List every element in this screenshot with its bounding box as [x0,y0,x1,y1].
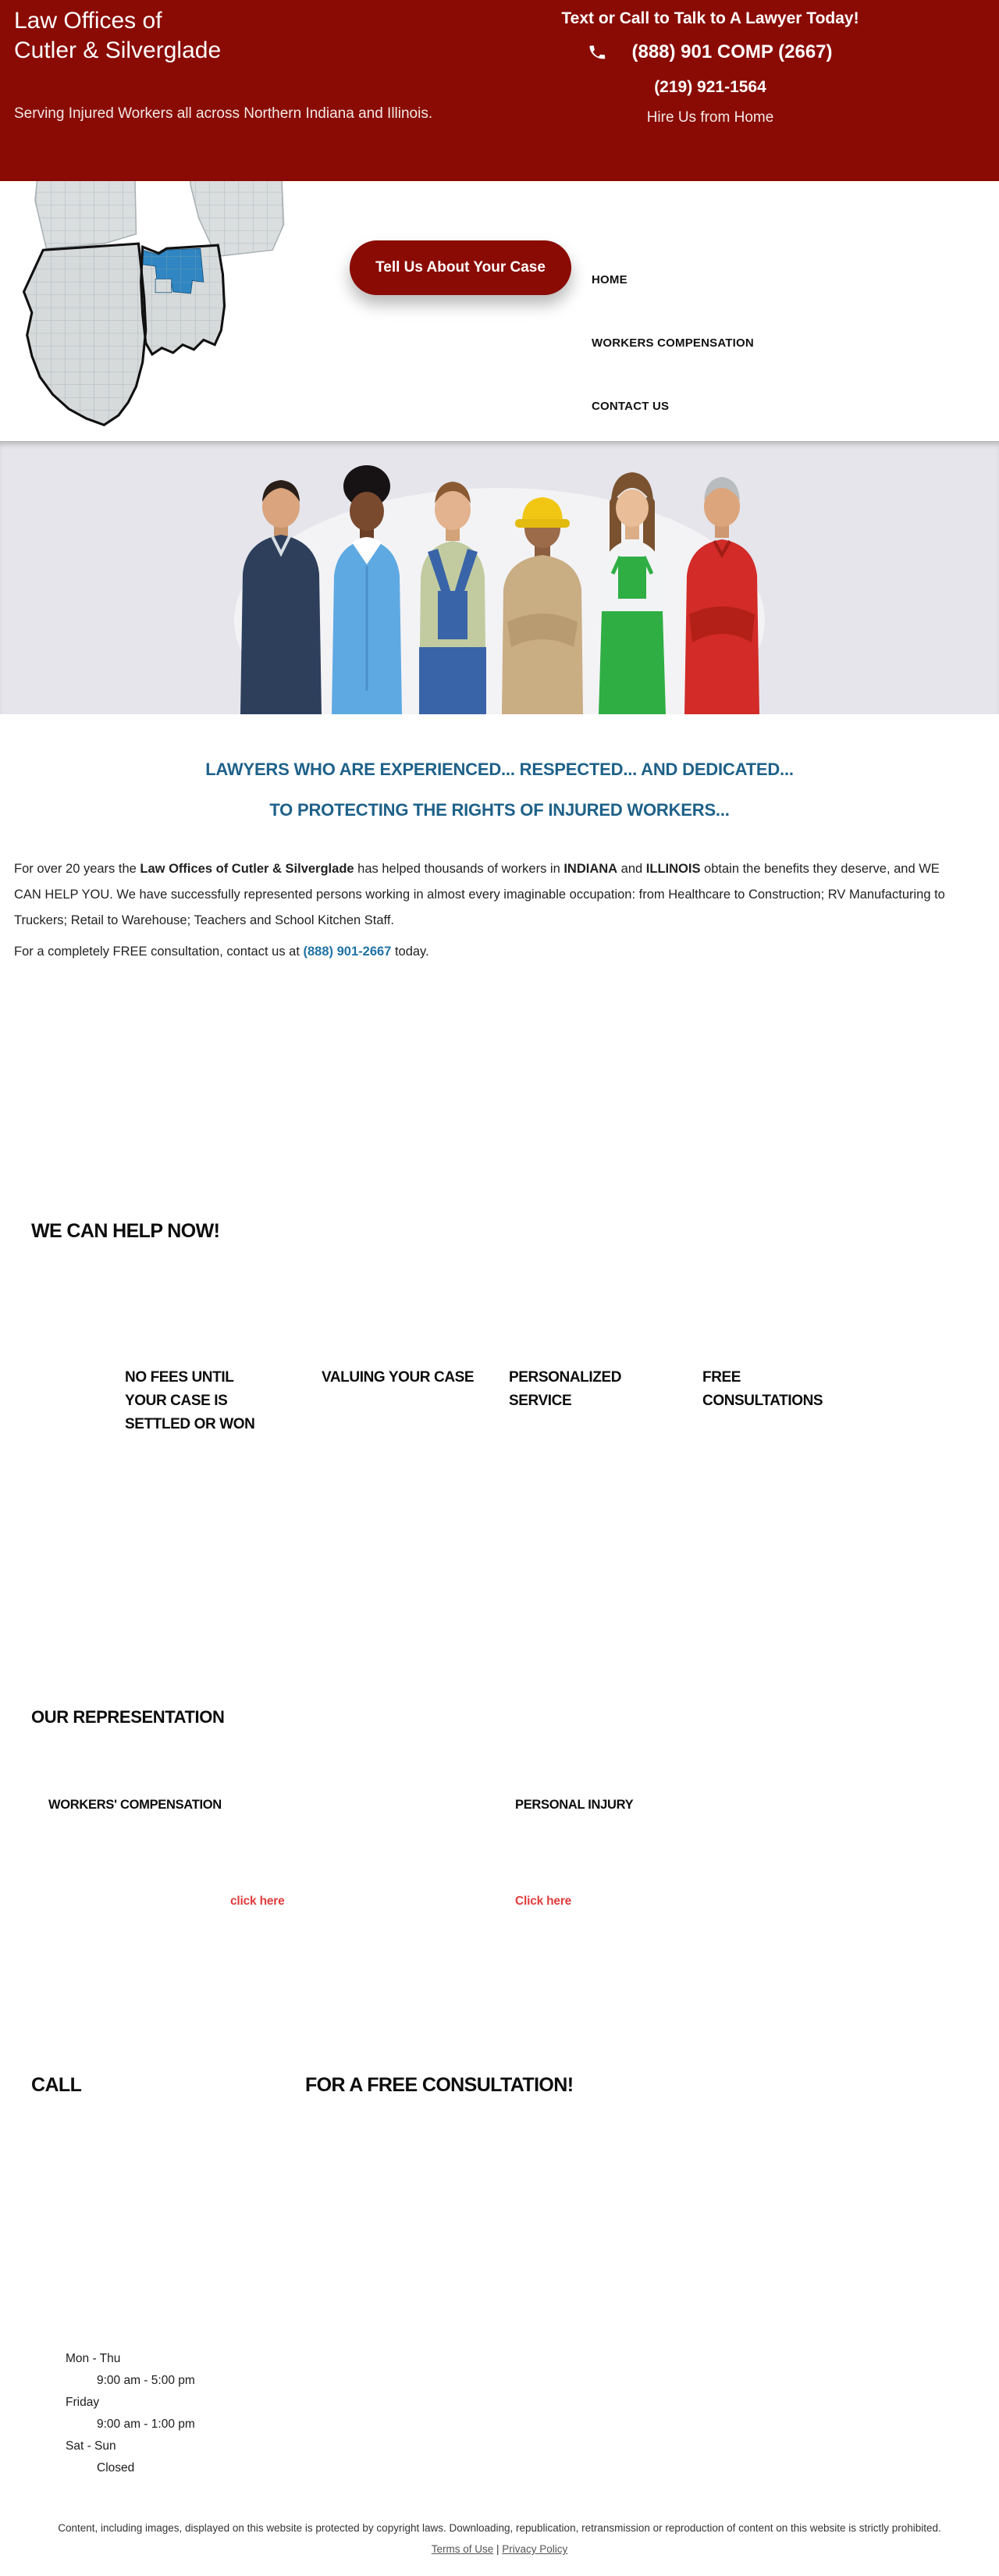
help-column-personalized-service: PERSONALIZED SERVICE [509,1369,622,1409]
workers-compensation-heading: WORKERS' COMPENSATION [48,1798,222,1812]
personal-injury-click-here-link[interactable]: Click here [515,1895,572,1908]
intro-illinois: ILLINOIS [645,861,701,876]
tell-us-about-your-case-button[interactable]: Tell Us About Your Case [350,240,571,295]
primary-phone-number[interactable]: (888) 901 COMP (2667) [631,41,833,62]
nav-item-workers-compensation[interactable]: WORKERS COMPENSATION [592,336,754,350]
site-header [0,0,999,181]
hire-from-home-note: Hire Us from Home [646,109,774,126]
phone-receiver-icon [588,43,606,62]
hero-banner [0,441,999,714]
hours-days: Sat - Sun [66,2439,116,2453]
hours-time: 9:00 am - 5:00 pm [97,2374,195,2387]
intro-firm-name: Law Offices of Cutler & Silverglade [140,861,354,876]
help-column-valuing-case: VALUING YOUR CASE [322,1369,475,1386]
header-contact-block [507,9,913,126]
primary-phone-row[interactable] [507,41,913,63]
hours-days: Mon - Thu [66,2352,121,2365]
workers-compensation-click-here-link[interactable]: click here [230,1895,285,1908]
nav-item-home[interactable]: HOME [592,273,627,286]
office-hours [66,2348,195,2479]
header-cta-heading: Text or Call to Talk to A Lawyer Today! [561,9,859,27]
firm-name [14,6,221,66]
intro-paragraph [14,856,965,934]
footer-separator: | [493,2543,503,2555]
firm-name-line2: Cutler & Silverglade [14,37,222,63]
consult-prefix: For a completely FREE consultation, contact us at [14,944,304,959]
our-representation-heading: OUR REPRESENTATION [31,1707,225,1727]
call-heading: CALL [31,2074,82,2096]
service-area-map [8,181,297,441]
we-can-help-heading: WE CAN HELP NOW! [31,1220,220,1242]
hours-time: Closed [97,2461,135,2475]
intro-text: For over 20 years the [14,861,140,876]
main-content [0,714,999,2576]
free-consultation-heading: FOR A FREE CONSULTATION! [305,2074,574,2096]
footer-copyright [47,2517,952,2560]
privacy-policy-link[interactable]: Privacy Policy [502,2543,568,2555]
main-nav [592,273,754,441]
help-column-free-consultations: FREE CONSULTATIONS [702,1369,823,1409]
firm-tagline: Serving Injured Workers all across Northern Indiana and Illinois. [14,105,433,122]
copyright-text: Content, including images, displayed on this website is protected by copyright laws. Downloading, republication, retransmission or reproduction of content on this website is strictly prohibited. [58,2522,941,2534]
consult-suffix: today. [391,944,429,959]
workers-group-photo [207,457,792,714]
consultation-phone-link[interactable]: (888) 901-2667 [303,944,392,959]
nav-item-contact-us[interactable]: CONTACT US [592,400,670,413]
firm-name-line1: Law Offices of [14,8,162,34]
free-consultation-line [14,945,965,959]
intro-text: and [617,861,646,876]
terms-of-use-link[interactable]: Terms of Use [431,2543,494,2555]
intro-text: obtain the benefits they deserve, and WE CAN HELP YOU. We have successfully represented persons working in almost every imaginable occupation: from Healthcare to Construction; RV Manufacturing to Truckers; Retail to Warehouse; Teachers and School Kitchen Staff. [14,861,945,927]
hours-time: 9:00 am - 1:00 pm [97,2418,195,2431]
headline-line2: TO PROTECTING THE RIGHTS OF INJURED WORKERS... [269,800,730,820]
navbar [0,181,999,441]
help-column-no-fees: NO FEES UNTIL YOUR CASE IS SETTLED OR WON [125,1369,255,1432]
intro-indiana: INDIANA [563,861,618,876]
personal-injury-heading: PERSONAL INJURY [515,1798,634,1812]
secondary-phone-number[interactable]: (219) 921-1564 [654,78,766,96]
hours-days: Friday [66,2396,100,2409]
intro-text: has helped thousands of workers in [354,861,564,876]
headline-line1: LAWYERS WHO ARE EXPERIENCED... RESPECTED... AND DEDICATED... [205,760,794,779]
